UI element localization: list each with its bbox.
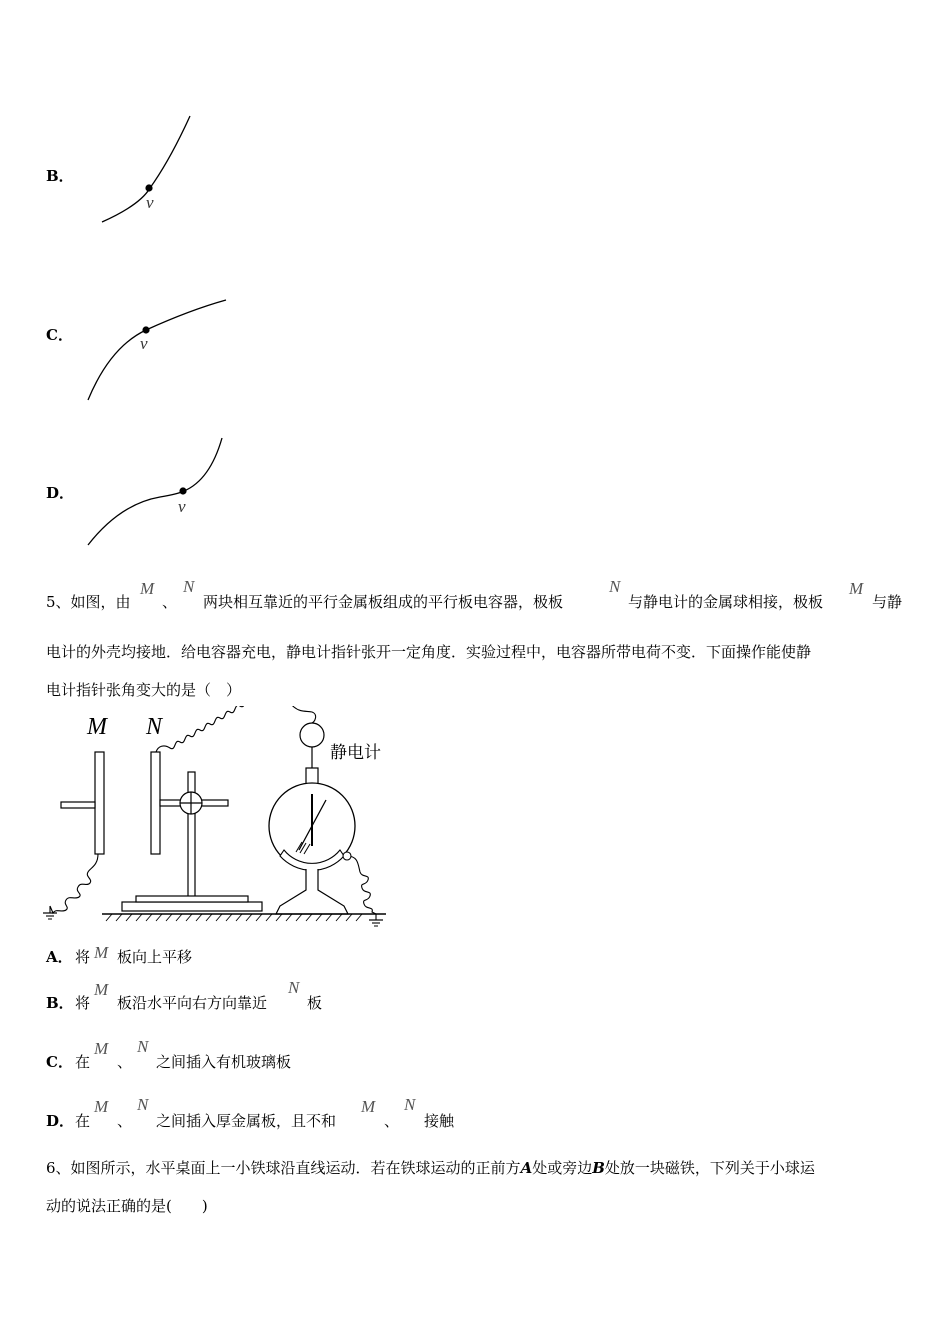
q5-line-1 xyxy=(46,591,131,612)
q5-var-m: M xyxy=(94,1097,109,1116)
option-text: 之间插入有机玻璃板 xyxy=(156,1053,292,1071)
plate-n-label: N xyxy=(146,714,163,740)
q5-var-n: N xyxy=(137,1095,149,1114)
q5-var-n: N xyxy=(183,577,195,596)
q6-var-b: B xyxy=(592,1159,605,1177)
stand-base xyxy=(122,902,262,911)
plate-m-ground-wire xyxy=(50,854,98,913)
curve-diagram-c xyxy=(80,292,240,407)
q5-var-m: M xyxy=(94,1039,109,1058)
q5-var-m: M xyxy=(94,980,109,999)
velocity-var-b: v xyxy=(146,193,154,212)
velocity-var-d: v xyxy=(178,497,186,516)
option-text: 、 xyxy=(117,1112,133,1130)
option-text: 将 xyxy=(75,948,91,966)
option-c-label: C． xyxy=(46,1053,73,1071)
point-dot-c xyxy=(142,326,149,333)
q6-number: 6、 xyxy=(46,1159,71,1177)
option-text: 在 xyxy=(75,1112,91,1130)
q5-var-m: M xyxy=(361,1097,376,1116)
q5-text: 两块相互靠近的平行金属板组成的平行板电容器，极板 xyxy=(203,593,564,611)
electrometer-label: 静电计 xyxy=(330,743,381,762)
option-b-label: B． xyxy=(46,994,74,1012)
option-text: 板 xyxy=(307,994,323,1012)
q6-text: 处或旁边 xyxy=(532,1159,593,1177)
q5-var-m: M xyxy=(849,579,864,598)
option-text: 之间插入厚金属板，且不和 xyxy=(156,1112,337,1130)
q5-line-2: 电计的外壳均接地．给电容器充电，静电计指针张开一定角度．实验过程中，电容器所带电荷不变．下面操作能使静 xyxy=(46,643,812,661)
q5-var-m: M xyxy=(94,943,109,962)
q5-var-n: N xyxy=(288,978,300,997)
option-a-label: A． xyxy=(46,948,73,966)
connecting-wire xyxy=(156,706,316,752)
option-c-label: C． xyxy=(46,326,73,344)
trajectory-curve-d xyxy=(88,438,222,545)
q6-var-a: A xyxy=(520,1159,533,1177)
curve-diagram-b xyxy=(90,110,210,230)
q6-text: 处放一块磁铁，下列关于小球运 xyxy=(604,1159,815,1177)
q6-text: 如图所示，水平桌面上一小铁球沿直线运动．若在铁球运动的正前方 xyxy=(70,1159,521,1177)
q6-line-1 xyxy=(46,1157,815,1178)
option-text: 接触 xyxy=(424,1112,455,1130)
option-text: 板向上平移 xyxy=(117,948,193,966)
option-text: 将 xyxy=(75,994,91,1012)
q5-line-3: 电计指针张角变大的是（ ） xyxy=(46,681,242,699)
velocity-var-c: v xyxy=(140,334,148,353)
option-b-label: B． xyxy=(46,167,74,185)
q5-text: 如图，由 xyxy=(70,593,131,611)
q5-sep: 、 xyxy=(162,593,178,611)
point-dot-d xyxy=(179,487,186,494)
q6-line-2: 动的说法正确的是( ) xyxy=(46,1197,208,1215)
q5-var-n: N xyxy=(609,577,621,596)
plate-n xyxy=(151,752,160,854)
option-d-label: D． xyxy=(46,1112,75,1130)
table-hatching xyxy=(106,914,362,921)
electrometer-ground-wire xyxy=(347,856,376,914)
plate-m-label: M xyxy=(87,714,107,740)
point-dot-b xyxy=(145,184,152,191)
electrometer-stand xyxy=(276,869,348,914)
q5-var-m: M xyxy=(140,579,155,598)
option-d-label: D． xyxy=(46,484,75,502)
q5-var-n: N xyxy=(137,1037,149,1056)
capacitor-electrometer-figure xyxy=(40,706,400,934)
option-text: 、 xyxy=(384,1112,400,1130)
plate-m xyxy=(95,752,104,854)
curve-diagram-d xyxy=(80,432,240,552)
option-text: 板沿水平向右方向靠近 xyxy=(117,994,268,1012)
option-text: 在 xyxy=(75,1053,91,1071)
electrometer-ball xyxy=(300,723,324,747)
option-text: 、 xyxy=(117,1053,133,1071)
trajectory-curve-c xyxy=(88,300,226,400)
q5-text: 与静电计的金属球相接，极板 xyxy=(628,593,824,611)
q5-number: 5、 xyxy=(46,593,71,611)
q5-var-n: N xyxy=(404,1095,416,1114)
q5-text: 与静 xyxy=(872,593,903,611)
plate-m-handle xyxy=(61,802,95,808)
